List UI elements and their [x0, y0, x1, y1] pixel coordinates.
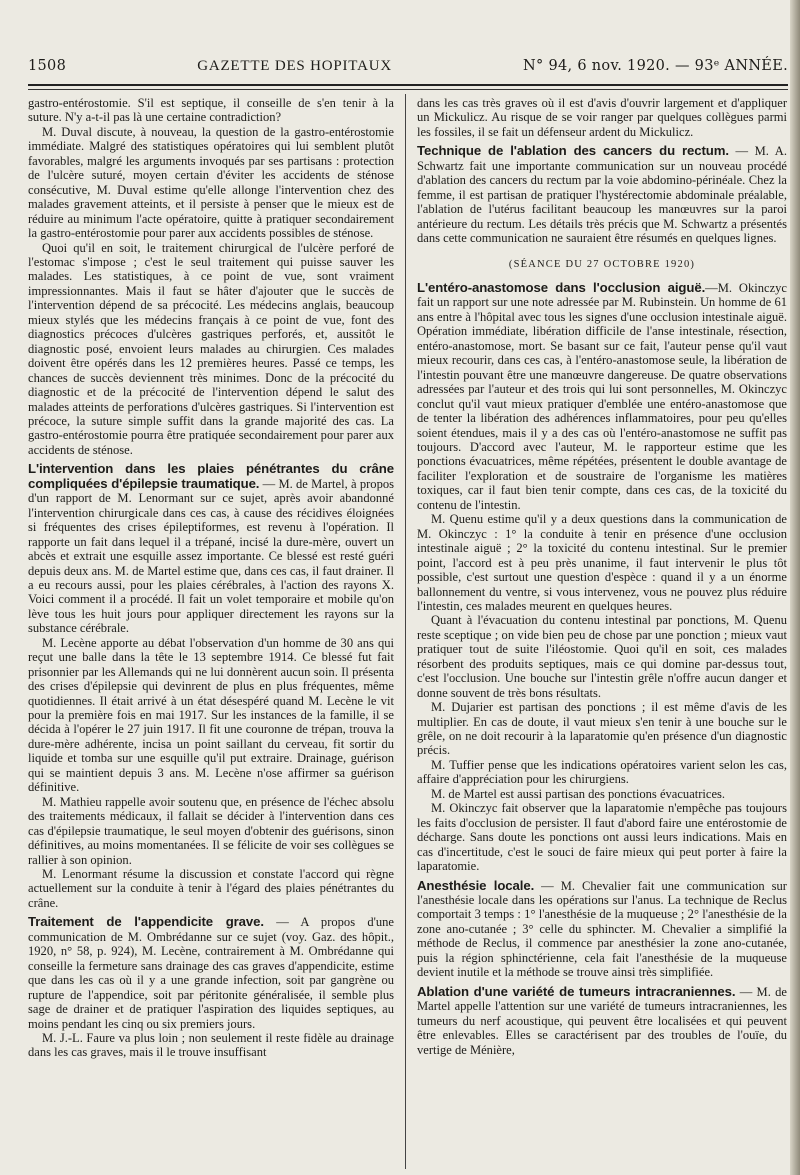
paragraph: M. Lecène apporte au débat l'observation d'un homme de 30 ans qui reçut une balle dans la tête le 13 septembre 1914. Ce blessé fut fait prisonnier par les Allemands qui ne lui donnèrent aucun soin. Il présenta des crises d'épilepsie qui devinrent de plus en plus fréquentes, même quotidiennes. Il était arrivé à un état désespéré quand M. Lecène le vit pour la première fois en mai 1917. Sur les instances de la famille, il se décida à l'opérer le 27 juin 1917. Il fit une couronne de trépan, trouva la dure-mère adhérente, incisa un point saillant du cerveau, fit sortir du liquide et tomba sur une esquille qu'il put extraire. Drainage, guérison qui se maintient depuis 3 ans. M. Lecène n'ose affirmer sa guérison définitive. — [28, 635, 394, 795]
paragraph: M. de Martel est aussi partisan des ponctions évacuatrices. — [431, 786, 726, 801]
section-paragraph — [417, 985, 787, 1057]
section-text: — M. Chevalier fait une communication sur l'anesthésie locale dans les opérations sur l'anus. La technique de Reclus comportait 3 temps : 1° l'anesthésie de la muqueuse ; 2° l'anesthésie de la zone ano-cutanée ; 3° celle du sphincter. M. Chevalier a simplifié la méthode de Reclus, il commence par anesthésier la zone ano-cutanée, puis la région sphinctérienne, cela fait l'anesthésie de la muqueuse devient inutile et la méthode se trouve ainsi très simplifiée. — [417, 878, 787, 980]
section-paragraph — [417, 144, 787, 245]
paragraph: M. Lenormant résume la discussion et constate l'accord qui règne actuellement sur la conduite à tenir à l'égard des plaies pénétrantes du crâne. — [28, 867, 394, 910]
paragraph: Quoi qu'il en soit, le traitement chirurgical de l'ulcère perforé de l'estomac s'impose ; c'est le seul traitement qui puisse sauver les malades. Les statistiques, à ce point de vue, sont vraiment impressionnantes. Mais il faut se hâter d'ajouter que le succès de l'intervention dépend de sa précocité. Les médecins anglais, beaucoup mieux stylés que les médecins français à ce point de vue, font des diagnostics précoces d'ulcères gastriques perforés, et, aussitôt le diagnostic posé, envoient leurs malades au chirurgien. Ces malades doivent être opérés dans les 12 premières heures. Passé ce temps, les chances de succès deviennent très minimes. Donc de la précocité du diagnostic et de la précocité de l'intervention dépend le salut des malades atteints de perforations d'ulcères gastriques. Si l'intervention est précoce, la suture simple suffit dans la grande majorité des cas. La gastro-entérostomie pourra être pratiquée secondairement pour parer aux accidents de sténose. — [28, 240, 394, 457]
paragraph: Quant à l'évacuation du contenu intestinal par ponctions, M. Quenu reste sceptique ; on vide bien peu de chose par une ponction ; mieux vaut pratiquer tout de suite l'iléostomie. Quoi qu'il en soit, ces malades résorbent des produits septiques, mais ce qui domine par-dessus tout, c'est l'occlusion. Une bouche sur l'intestin grêle n'offre aucun danger et donne souvent de très bons résultats. — [417, 613, 787, 700]
paragraph: dans les cas très graves où il est d'avis d'ouvrir largement et d'appliquer un Mickulicz. Au risque de se voir ranger par quelques collègues parmi les fossiles, il se fait un défenseur ardent du Mickulicz. — [417, 96, 787, 139]
paragraph: M. J.-L. Faure va plus loin ; non seulement il reste fidèle au drainage dans les cas graves, mais il le trouve insuffisant — [28, 1031, 394, 1060]
paragraph: M. Mathieu rappelle avoir soutenu que, en présence de l'échec absolu des traitements médicaux, il fallait se décider à l'intervention dans ces cas d'épilepsie traumatique, le seul moyen d'obtenir des guérisons, sinon définitives, au moins momentanées. Il se félicite de voir ses collègues se rallier à son opinion. — [28, 794, 394, 867]
section-paragraph — [417, 879, 787, 980]
section-paragraph — [28, 462, 394, 635]
page-number: 1508 — [28, 58, 67, 74]
paragraph: M. Dujarier est partisan des ponctions ; il est même d'avis de les multiplier. En cas de doute, il vaut mieux s'en tenir à une bouche sur le grêle, on ne doit recourir à la laparatomie qu'en présence d'un diagnostic précis. — [417, 700, 787, 758]
journal-title: GAZETTE DES HOPITAUX — [197, 57, 392, 74]
section-text: — M. A. Schwartz fait une importante communication sur un nouveau procédé d'ablation des cancers du rectum par la voie abdomino-périnéale. Chez la femme, il est partisan de pratiquer l'hystérectomie abdominale préalable, l'ablation de l'utérus facilitant beaucoup les manœuvres sur la paroi antérieure du rectum. Les détails très précis que M. Schwartz a présentés dans cette communication ne sauraient être résumés en quelques lignes. — [417, 144, 787, 246]
issue-info: N° 94, 6 nov. 1920. — 93ᵉ ANNÉE. — [523, 58, 788, 74]
paragraph: M. Duval discute, à nouveau, la question de la gastro-entérostomie immédiate. Malgré des statistiques opératoires qui lui semblent plutôt favorables, malgré les arguments invoqués par ses partisans : protection de l'ulcère suturé, moyen certain d'éviter les accidents de sténose consécutive, M. Duval estime qu'elle allonge l'intervention chez des malades gravement atteints, et il persiste à penser que le mieux est de réduire au minimum l'acte opératoire, quitte à pratiquer secondairement la gastro-entérostomie pour parer aux accidents possibles de sténose. — [28, 124, 394, 241]
section-heading: Traitement de l'appendicite grave. — [28, 914, 264, 930]
section-paragraph — [417, 281, 787, 512]
section-heading: Ablation d'une variété de tumeurs intracraniennes. — [417, 983, 736, 999]
section-heading: L'intervention dans les plaies pénétrantes du crâne compliquées d'épilepsie traumatique. — [28, 461, 394, 491]
page-edge-shadow — [790, 0, 800, 1175]
header-rule-thick — [28, 84, 788, 86]
section-heading: Technique de l'ablation des cancers du rectum. — [417, 143, 729, 159]
section-text: — A propos d'une communication de M. Ombrédanne sur ce sujet (voy. Gaz. des hôpit., 1920, n° 58, p. 924), M. Lecène, contrairement à M. Ombrédanne qui conseille la fermeture sans drainage des cas graves d'appendicite, estime que dans les cas où il y a une grande infection, soit par gangrène ou rupture de l'appendice, soit par péritonite généralisée, il semble plus sage de drainer et de pratiquer l'aspiration des liquides septiques, au moins pendant les cinq ou six premiers jours. — [28, 915, 394, 1031]
paragraph: M. Tuffier pense que les indications opératoires varient selon les cas, affaire d'appréciation pour les chirurgiens. — [417, 757, 787, 787]
header-rule-thin — [28, 89, 788, 90]
section-heading: L'entéro-anastomose dans l'occlusion aiguë. — [417, 279, 706, 295]
paragraph: gastro-entérostomie. S'il est septique, il conseille de s'en tenir à la suture. N'y a-t-il pas là une certaine contradiction? — [28, 96, 394, 125]
left-column — [28, 96, 394, 1171]
paragraph: M. Okinczyc fait observer que la laparatomie n'empêche pas toujours les faits d'occlusion de persister. Il faut d'abord faire une entérostomie de décharge. Sans doute les ponctions ont aussi leurs indications. Mais en cas d'incertitude, c'est le souci de faire mieux qui peut porter à faire la laparatomie. — [417, 801, 787, 874]
section-text: — M. de Martel, à propos d'un rapport de M. Lenormant sur ce sujet, après avoir abandonné l'intervention chirurgicale dans ces cas, à cause des récidives éloignées si fréquentes des crises épileptiformes, est revenu à l'opération. Il rapporte un fait dans lequel il a trépané, incisé la dure-mère, ouvert un abcès et extrait une esquille assez importante. Ce blessé est resté guéri depuis deux ans. M. de Martel estime que, dans ces cas, il faut drainer. Il a eu recours aussi, pour les plaies cérébrales, à l'action des rayons X. Voici comment il a procédé. Il fait un volet temporaire et mobile qu'on lève tous les huit jours pour appliquer directement les rayons sur la substance cérébrale. — [28, 476, 394, 636]
column-divider — [405, 94, 406, 1169]
section-text: —M. Okinczyc fait un rapport sur une note adressée par M. Rubinstein. Un homme de 61 ans entre à l'hôpital avec tous les signes d'une occlusion intestinale aiguë. Opération immédiate, libération difficile de l'anse intestinale, résection, entéro-anastomose, mort. Se basant sur ce fait, l'auteur pense qu'il vaut mieux recourir, dans ces cas, à l'entéro-anastomose seule, la libération de l'intestin pouvant être une manœuvre dangereuse. De quatre observations adressées par l'auteur et des trois qui lui sont personnelles, M. Okinczyc conclut qu'il vaut mieux pratiquer d'emblée une entéro-anastomose que de tenter la libération des adhérences inflammatoires, pour peu qu'elles soient étendues, mais il y a des cas où l'entéro-anastomose ne suffit pas toujours. D'accord avec l'auteur, M. le rapporteur estime que les ponctions évacuatrices, même répétées, présentent le double avantage de faciliter l'exploration et de soustraire de l'organisme les matières toxiques, car il faut bien tenir compte, dans ces cas, de la toxicité du contenu de l'intestin. — [417, 280, 787, 512]
section-paragraph — [28, 915, 394, 1031]
page-header — [28, 54, 788, 78]
section-text: — M. de Martel appelle l'attention sur une variété de tumeurs intracraniennes, les tumeurs du nerf acoustique, qui peuvent être localisées et qui peuvent être enlevables. Elles se caractérisent par des troubles de l'ouïe, du vertige de Ménière, — [417, 984, 787, 1057]
session-date: (SÉANCE DU 27 OCTOBRE 1920) — [508, 258, 696, 270]
right-column — [417, 96, 787, 1171]
section-heading: Anesthésie locale. — [417, 877, 535, 893]
paragraph: M. Quenu estime qu'il y a deux questions dans la communication de M. Okinczyc : 1° la conduite à tenir en présence d'une occlusion intestinale aiguë ; 2° la toxicité du contenu intestinal. Sur le premier point, l'accord est à peu près unanime, il faut intervenir le plus tôt possible, c'est surtout une question d'espèce : quand il y a un énorme ballonnement du ventre, si vous intervenez, vous ne pouvez plus réduire l'intestin, ces malades meurent en quelques heures. — [417, 512, 787, 613]
